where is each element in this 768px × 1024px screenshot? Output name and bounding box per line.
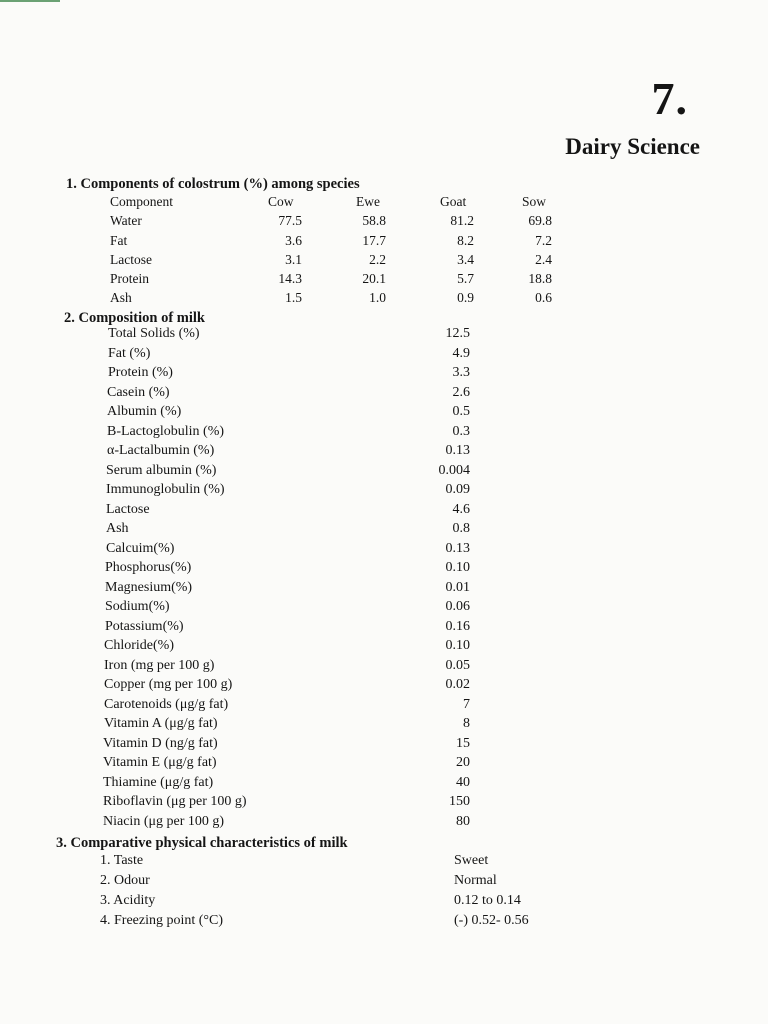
item-label: Copper (mg per 100 g) bbox=[104, 677, 233, 692]
item-value: 20 bbox=[456, 755, 470, 770]
column-header: Ewe bbox=[356, 194, 380, 209]
list-item bbox=[0, 541, 768, 560]
component-name: Water bbox=[110, 213, 142, 228]
item-label: Sodium(%) bbox=[105, 599, 170, 614]
list-item bbox=[0, 482, 768, 501]
item-label: Potassium(%) bbox=[105, 619, 184, 634]
item-value: 0.05 bbox=[445, 658, 470, 673]
table-row bbox=[0, 290, 768, 309]
component-value: 81.2 bbox=[450, 213, 474, 228]
list-item bbox=[0, 716, 768, 735]
item-label: Niacin (μg per 100 g) bbox=[103, 814, 225, 829]
list-item bbox=[0, 580, 768, 599]
item-value: 0.16 bbox=[445, 619, 470, 634]
item-label: Riboflavin (μg per 100 g) bbox=[103, 794, 247, 809]
item-value: 0.02 bbox=[445, 677, 470, 692]
list-item bbox=[0, 443, 768, 462]
component-value: 58.8 bbox=[362, 213, 386, 228]
section-2-heading: 2. Composition of milk bbox=[64, 310, 205, 326]
list-item bbox=[0, 560, 768, 579]
item-value: 8 bbox=[463, 716, 470, 731]
item-label: Thiamine (μg/g fat) bbox=[103, 775, 214, 790]
item-label: Vitamin E (μg/g fat) bbox=[103, 755, 217, 770]
list-item bbox=[0, 463, 768, 482]
item-value: 4.9 bbox=[452, 346, 470, 361]
item-value: 0.13 bbox=[445, 443, 470, 458]
list-item bbox=[0, 755, 768, 774]
list-item bbox=[0, 502, 768, 521]
item-value: 0.5 bbox=[452, 404, 470, 419]
list-item bbox=[0, 346, 768, 365]
table-header-row bbox=[0, 194, 768, 213]
component-value: 3.4 bbox=[457, 252, 474, 267]
item-label: Total Solids (%) bbox=[108, 326, 200, 341]
item-label: Carotenoids (μg/g fat) bbox=[104, 697, 229, 712]
item-value: 0.13 bbox=[445, 541, 470, 556]
item-label: Chloride(%) bbox=[104, 638, 174, 653]
item-value: 2.6 bbox=[452, 385, 470, 400]
table-row bbox=[0, 213, 768, 232]
item-value: 0.8 bbox=[452, 521, 470, 536]
component-value: 0.9 bbox=[457, 290, 474, 305]
list-item bbox=[0, 385, 768, 404]
item-label: 2. Odour bbox=[100, 873, 150, 888]
item-value: 0.10 bbox=[445, 560, 470, 575]
section-1-heading: 1. Components of colostrum (%) among species bbox=[66, 176, 360, 192]
column-header: Goat bbox=[440, 194, 467, 209]
item-label: Casein (%) bbox=[107, 385, 170, 400]
item-label: Fat (%) bbox=[108, 346, 151, 361]
item-value: 0.09 bbox=[445, 482, 470, 497]
chapter-title: Dairy Science bbox=[565, 134, 700, 159]
component-value: 1.0 bbox=[369, 290, 386, 305]
item-label: Vitamin A (μg/g fat) bbox=[104, 716, 218, 731]
chapter-number: 7. bbox=[651, 73, 688, 124]
item-label: Lactose bbox=[106, 502, 150, 517]
component-name: Protein bbox=[110, 271, 149, 286]
component-value: 17.7 bbox=[362, 233, 386, 248]
item-label: Protein (%) bbox=[108, 365, 173, 380]
item-value: 3.3 bbox=[452, 365, 470, 380]
item-value: 15 bbox=[456, 736, 470, 751]
item-value: 12.5 bbox=[445, 326, 470, 341]
list-item bbox=[0, 794, 768, 813]
list-item bbox=[0, 365, 768, 384]
item-label: B-Lactoglobulin (%) bbox=[107, 424, 225, 439]
list-item bbox=[0, 736, 768, 755]
item-value: 0.3 bbox=[452, 424, 470, 439]
item-value: 0.12 to 0.14 bbox=[454, 893, 521, 908]
table-row bbox=[0, 271, 768, 290]
item-label: 3. Acidity bbox=[100, 893, 156, 908]
component-value: 3.6 bbox=[285, 233, 302, 248]
list-item bbox=[0, 677, 768, 696]
item-label: 1. Taste bbox=[100, 853, 144, 868]
component-name: Lactose bbox=[110, 252, 152, 267]
item-label: Calcuim(%) bbox=[106, 541, 175, 556]
item-value: 4.6 bbox=[452, 502, 470, 517]
item-label: Iron (mg per 100 g) bbox=[104, 658, 215, 673]
component-value: 2.2 bbox=[369, 252, 386, 267]
item-value: 0.004 bbox=[438, 463, 470, 478]
item-label: Ash bbox=[106, 521, 129, 536]
column-header: Sow bbox=[522, 194, 547, 209]
list-item bbox=[0, 404, 768, 423]
component-name: Ash bbox=[110, 290, 132, 305]
column-header: Component bbox=[110, 194, 173, 209]
section-3-heading: 3. Comparative physical characteristics of milk bbox=[56, 835, 348, 851]
item-value: 80 bbox=[456, 814, 470, 829]
table-row bbox=[0, 233, 768, 252]
column-header: Cow bbox=[268, 194, 294, 209]
item-label: 4. Freezing point (°C) bbox=[100, 913, 224, 928]
item-label: α-Lactalbumin (%) bbox=[107, 443, 215, 458]
list-item bbox=[0, 599, 768, 618]
scan-edge-mark bbox=[0, 0, 60, 2]
component-value: 20.1 bbox=[362, 271, 386, 286]
item-label: Magnesium(%) bbox=[105, 580, 193, 595]
item-label: Phosphorus(%) bbox=[105, 560, 192, 575]
component-value: 77.5 bbox=[278, 213, 302, 228]
item-value: 0.01 bbox=[445, 580, 470, 595]
item-value: 150 bbox=[449, 794, 470, 809]
list-item bbox=[0, 775, 768, 794]
component-value: 7.2 bbox=[535, 233, 552, 248]
list-item bbox=[0, 521, 768, 540]
item-label: Albumin (%) bbox=[107, 404, 182, 419]
component-value: 18.8 bbox=[528, 271, 552, 286]
list-item bbox=[0, 619, 768, 638]
component-value: 2.4 bbox=[535, 252, 552, 267]
item-label: Vitamin D (ng/g fat) bbox=[103, 736, 218, 751]
list-item bbox=[0, 913, 768, 932]
component-value: 5.7 bbox=[457, 271, 474, 286]
list-item bbox=[0, 853, 768, 872]
component-value: 8.2 bbox=[457, 233, 474, 248]
item-value: 40 bbox=[456, 775, 470, 790]
item-value: Normal bbox=[454, 873, 497, 888]
component-value: 69.8 bbox=[528, 213, 552, 228]
list-item bbox=[0, 893, 768, 912]
list-item bbox=[0, 658, 768, 677]
component-value: 0.6 bbox=[535, 290, 552, 305]
list-item bbox=[0, 326, 768, 345]
component-name: Fat bbox=[110, 233, 128, 248]
component-value: 14.3 bbox=[278, 271, 302, 286]
item-value: Sweet bbox=[454, 853, 489, 868]
table-row bbox=[0, 252, 768, 271]
item-label: Immunoglobulin (%) bbox=[106, 482, 225, 497]
item-value: 0.06 bbox=[445, 599, 470, 614]
component-value: 3.1 bbox=[285, 252, 302, 267]
item-value: (-) 0.52- 0.56 bbox=[454, 913, 529, 928]
list-item bbox=[0, 424, 768, 443]
component-value: 1.5 bbox=[285, 290, 302, 305]
item-label: Serum albumin (%) bbox=[106, 463, 217, 478]
list-item bbox=[0, 697, 768, 716]
list-item bbox=[0, 638, 768, 657]
item-value: 0.10 bbox=[445, 638, 470, 653]
list-item bbox=[0, 814, 768, 833]
item-value: 7 bbox=[463, 697, 470, 712]
list-item bbox=[0, 873, 768, 892]
